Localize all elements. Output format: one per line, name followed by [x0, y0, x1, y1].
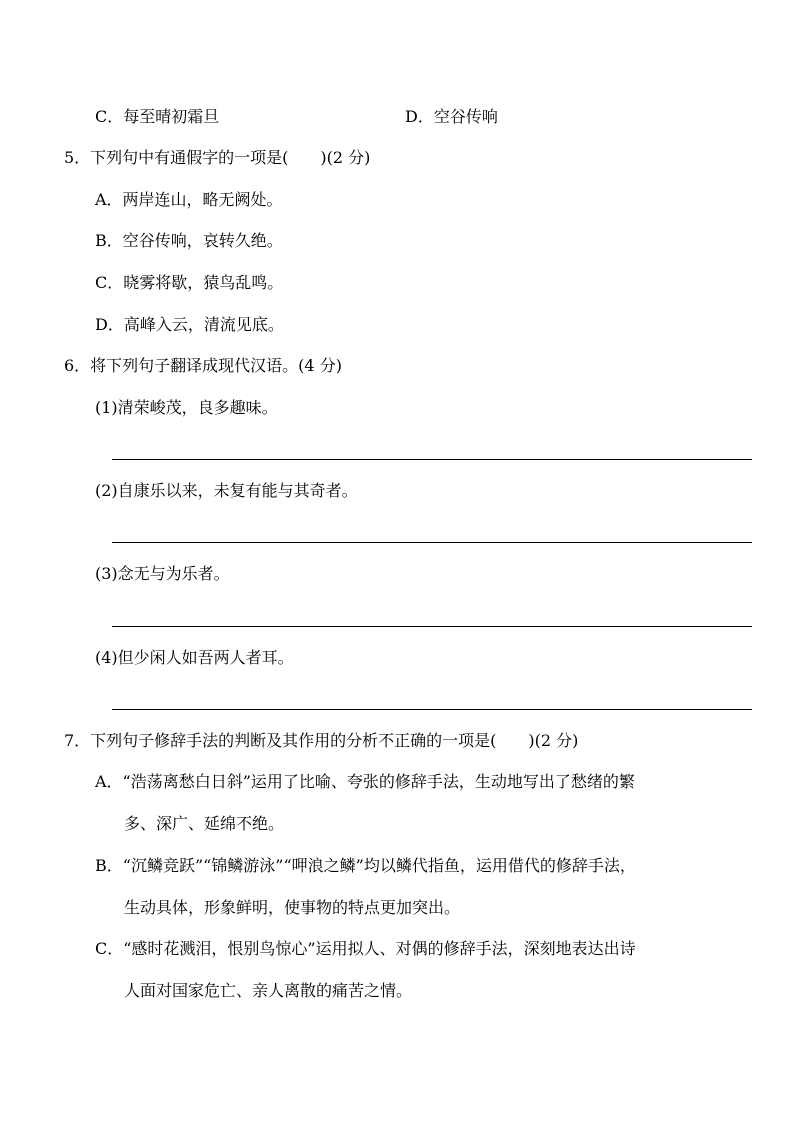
q5-option-a: A．两岸连山，略无阙处。	[95, 190, 283, 209]
answer-line-1[interactable]	[112, 459, 752, 460]
q5-stem: 5．下列句中有通假字的一项是( )(2 分)	[64, 148, 371, 167]
q6-item-3: (3)念无与为乐者。	[95, 564, 230, 583]
q4-option-d: D．空谷传响	[405, 107, 498, 126]
answer-line-2[interactable]	[112, 542, 752, 543]
q7-option-a-line2: 多、深广、延绵不绝。	[124, 814, 285, 833]
q7-option-a-line1: A．“浩荡离愁白日斜”运用了比喻、夸张的修辞手法，生动地写出了愁绪的繁	[95, 772, 635, 791]
q6-item-2: (2)自康乐以来，未复有能与其奇者。	[95, 481, 358, 500]
answer-line-3[interactable]	[112, 626, 752, 627]
q5-option-d: D．高峰入云，清流见底。	[95, 315, 284, 334]
q6-item-1: (1)清荣峻茂，良多趣味。	[95, 398, 278, 417]
q7-option-c-line2: 人面对国家危亡、亲人离散的痛苦之情。	[124, 981, 413, 1000]
q7-option-c-line1: C．“感时花溅泪，恨别鸟惊心”运用拟人、对偶的修辞手法，深刻地表达出诗	[95, 939, 636, 958]
q5-option-b: B．空谷传响，哀转久绝。	[95, 231, 283, 250]
q6-item-4: (4)但少闲人如吾两人者耳。	[95, 648, 294, 667]
answer-line-4[interactable]	[112, 709, 752, 710]
q5-option-c: C．晓雾将歇，猿鸟乱鸣。	[95, 273, 284, 292]
q7-option-b-line2: 生动具体，形象鲜明，使事物的特点更加突出。	[124, 898, 461, 917]
q6-stem: 6．将下列句子翻译成现代汉语。(4 分)	[64, 356, 342, 375]
q7-option-b-line1: B．“沉鳞竞跃”“锦鳞游泳”“呷浪之鳞”均以鳞代指鱼，运用借代的修辞手法，	[95, 856, 636, 875]
q7-stem: 7．下列句子修辞手法的判断及其作用的分析不正确的一项是( )(2 分)	[64, 731, 579, 750]
q4-option-c: C．每至晴初霜旦	[95, 107, 220, 126]
